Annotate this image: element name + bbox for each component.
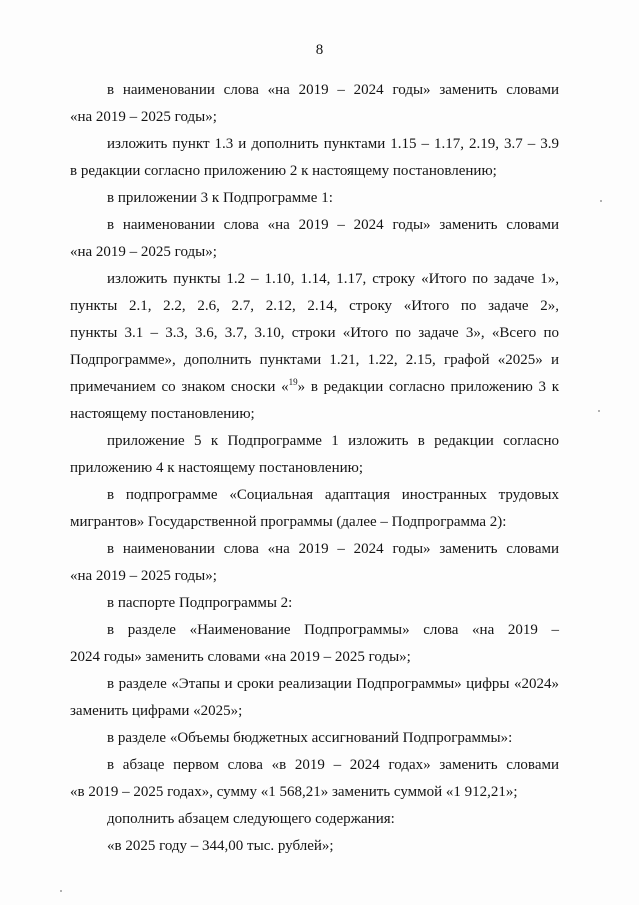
text-line: «на 2019 – 2025 годы»;	[70, 109, 217, 125]
text-line: в приложении 3 к Подпрограмме 1:	[107, 190, 333, 206]
text-line: мигрантов» Государственной программы (далее – Подпрограмма 2):	[70, 514, 507, 530]
text-line: приложение 5 к Подпрограмме 1 изложить в редакции согласно	[107, 433, 559, 449]
text-line-with-footnote	[70, 374, 559, 402]
text-line: «на 2019 – 2025 годы»;	[70, 568, 217, 584]
text-line: пункты 2.1, 2.2, 2.6, 2.7, 2.12, 2.14, строку «Итого по задаче 2»,	[70, 298, 559, 314]
text-line: в разделе «Наименование Подпрограммы» слова «на 2019 –	[107, 622, 559, 638]
text-line: в наименовании слова «на 2019 – 2024 годы» заменить словами	[107, 217, 559, 233]
page-number: 8	[315, 42, 324, 58]
text-line: в абзаце первом слова «в 2019 – 2024 годах» заменить словами	[107, 757, 559, 773]
footnote-mark: 19	[288, 377, 298, 387]
text-line: в разделе «Объемы бюджетных ассигнований Подпрограммы»:	[107, 730, 513, 746]
text-line: в разделе «Этапы и сроки реализации Подпрограммы» цифры «2024»	[107, 676, 559, 692]
text-line: в наименовании слова «на 2019 – 2024 годы» заменить словами	[107, 82, 559, 98]
text-line: «в 2019 – 2025 годах», сумму «1 568,21» заменить суммой «1 912,21»;	[70, 784, 518, 800]
text-fragment: примечанием со знаком сноски «	[70, 379, 289, 395]
text-line: Подпрограмме», дополнить пунктами 1.21, 1.22, 2.15, графой «2025» и	[70, 352, 559, 368]
text-line: в наименовании слова «на 2019 – 2024 годы» заменить словами	[107, 541, 559, 557]
text-line: в редакции согласно приложению 2 к настоящему постановлению;	[70, 163, 497, 179]
text-line: в подпрограмме «Социальная адаптация иностранных трудовых	[107, 487, 559, 503]
scan-speck	[598, 410, 600, 412]
text-line: дополнить абзацем следующего содержания:	[107, 811, 395, 827]
text-fragment: » в редакции согласно приложению 3 к	[297, 379, 559, 395]
text-line: приложению 4 к настоящему постановлению;	[70, 460, 363, 476]
text-line: «в 2025 году – 344,00 тыс. рублей»;	[107, 838, 334, 854]
scan-speck	[60, 890, 62, 892]
text-line: заменить цифрами «2025»;	[70, 703, 243, 719]
text-line: пункты 3.1 – 3.3, 3.6, 3.7, 3.10, строки «Итого по задаче 3», «Всего по	[70, 325, 559, 341]
text-line: в паспорте Подпрограммы 2:	[107, 595, 293, 611]
scan-speck	[600, 200, 602, 202]
text-line: изложить пункты 1.2 – 1.10, 1.14, 1.17, строку «Итого по задаче 1»,	[107, 271, 559, 287]
text-line: изложить пункт 1.3 и дополнить пунктами 1.15 – 1.17, 2.19, 3.7 – 3.9	[107, 136, 559, 152]
text-line: настоящему постановлению;	[70, 406, 255, 422]
text-line: «на 2019 – 2025 годы»;	[70, 244, 217, 260]
text-line: 2024 годы» заменить словами «на 2019 – 2025 годы»;	[70, 649, 411, 665]
